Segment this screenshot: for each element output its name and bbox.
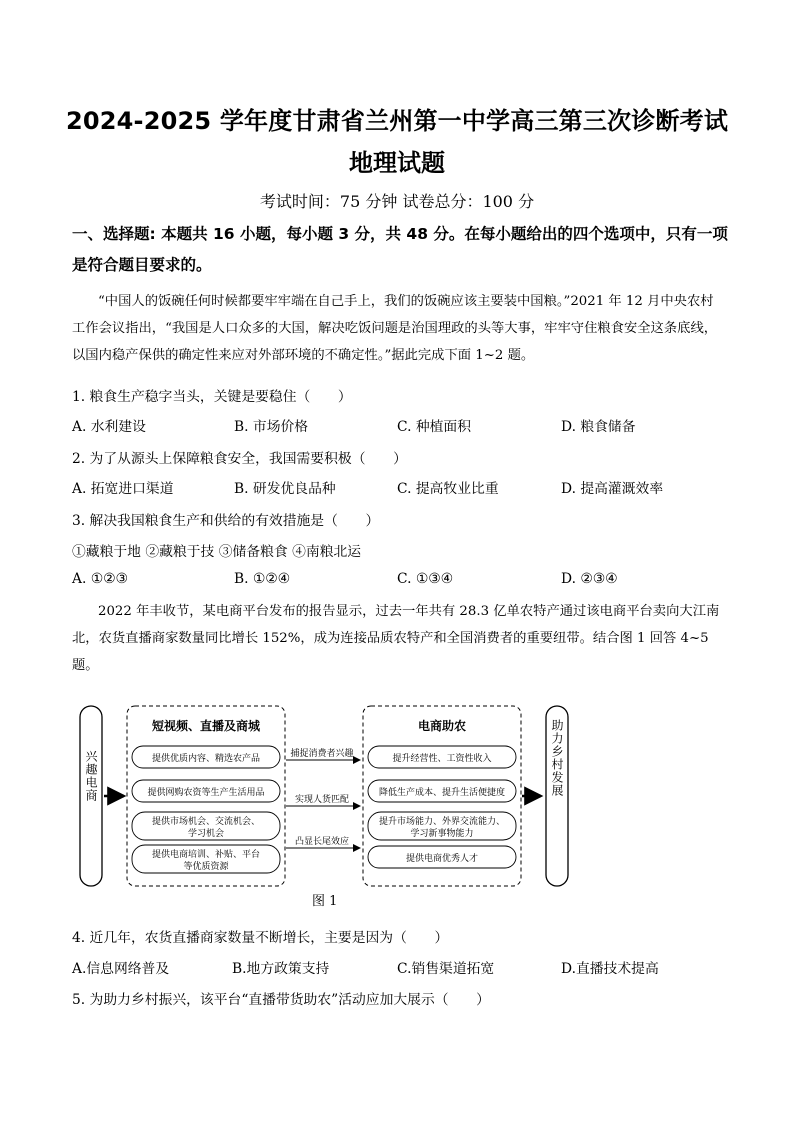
question-2-option-c: C. 提高牧业比重: [397, 481, 499, 497]
question-3-items: ①藏粮于地 ②藏粮于技 ③储备粮食 ④南粮北运: [72, 544, 362, 560]
right-item-1: 提升经营性、工资性收入: [392, 754, 492, 764]
passage-1: “中国人的饭碗任何时候都要牢牢端在自己手上，我们的饭碗应该主要装中国粮。”2021 年 12 月中央农村工作会议指出，“我国是人口众多的大国，解决吃饭问题是治国理政的头等大事，牢牢守住粮食安全这条底线，以国内稳产保供的确定性来应对外部环境的不确定性。”据此完成下面 1~2 题。: [72, 294, 718, 363]
question-4-option-a: A.信息网络普及: [72, 961, 170, 977]
left-item-3-line-1: 提供市场机会、交流机会、: [151, 817, 261, 827]
left-item-1: 提供优质内容、精选农产品: [151, 754, 261, 764]
question-1-stem: 1. 粮食生产稳字当头，关键是要稳住（ ）: [72, 389, 352, 405]
question-2-option-a: A. 拓宽进口渠道: [72, 481, 174, 497]
right-item-3-line-2: 学习新事物能力: [410, 829, 474, 839]
question-2-stem: 2. 为了从源头上保障粮食安全，我国需要积极（ ）: [72, 451, 407, 467]
left-box-title: 短视频、直播及商城: [151, 719, 261, 733]
question-4-option-c: C.销售渠道拓宽: [397, 961, 495, 977]
exam-title: 2024-2025 学年度甘肃省兰州第一中学高三第三次诊断考试: [65, 107, 729, 135]
right-box-title: 电商助农: [417, 719, 467, 733]
left-item-2: 提供网购农资等生产生活用品: [147, 788, 265, 798]
left-item-3-line-2: 学习机会: [187, 829, 225, 839]
question-1-option-b: B. 市场价格: [234, 419, 309, 435]
right-item-4: 提供电商优秀人才: [405, 854, 479, 864]
left-item-4-line-2: 等优质资源: [183, 862, 229, 872]
figure-1-caption: 图 1: [312, 894, 338, 909]
question-3-option-b: B. ①②④: [234, 571, 291, 587]
question-5-stem: 5. 为助力乡村振兴，该平台“直播带货助农”活动应加大展示（ ）: [72, 992, 490, 1008]
figure-1-diagram: [70, 700, 580, 910]
question-3-option-d: D. ②③④: [561, 571, 618, 587]
exam-meta: 考试时间：75 分钟 试卷总分：100 分: [259, 192, 535, 211]
question-4-option-d: D.直播技术提高: [561, 961, 659, 977]
question-4-stem: 4. 近几年，农货直播商家数量不断增长，主要是因为（ ）: [72, 930, 449, 946]
arrow-label-2: 实现人货匹配: [294, 795, 350, 805]
arrow-label-1: 捕捉消费者兴趣: [290, 749, 354, 759]
question-3-stem: 3. 解决我国粮食生产和供给的有效措施是（ ）: [72, 513, 380, 529]
right-pill-text: 助力乡村发展: [550, 719, 564, 797]
question-1-option-d: D. 粮食储备: [561, 419, 636, 435]
exam-subject: 地理试题: [349, 149, 445, 177]
right-item-2: 降低生产成本、提升生活便捷度: [378, 788, 506, 798]
arrow-label-3: 凸显长尾效应: [294, 837, 350, 847]
section-heading: 一、选择题: 本题共 16 小题，每小题 3 分，共 48 分。在每小题给出的四个选项中，只有一项是符合题目要求的。: [72, 225, 728, 274]
question-3-option-c: C. ①③④: [397, 571, 453, 587]
right-item-3-line-1: 提升市场能力、外界交流能力、: [378, 817, 506, 827]
question-2-option-b: B. 研发优良品种: [234, 481, 336, 497]
left-pill-text: 兴趣电商: [84, 750, 98, 802]
question-1-option-a: A. 水利建设: [72, 419, 146, 435]
question-1-option-c: C. 种植面积: [397, 419, 472, 435]
question-2-option-d: D. 提高灌溉效率: [561, 481, 664, 497]
question-4-option-b: B.地方政策支持: [232, 961, 330, 977]
passage-2: 2022 年丰收节，某电商平台发布的报告显示，过去一年共有 28.3 亿单农特产通过该电商平台卖向大江南北，农货直播商家数量同比增长 152%，成为连接品质农特产和全国消费者的重要纽带。结合图 1 回答 4~5 题。: [72, 604, 720, 673]
question-3-option-a: A. ①②③: [72, 571, 128, 587]
left-item-4-line-1: 提供电商培训、补贴、平台: [151, 850, 261, 860]
